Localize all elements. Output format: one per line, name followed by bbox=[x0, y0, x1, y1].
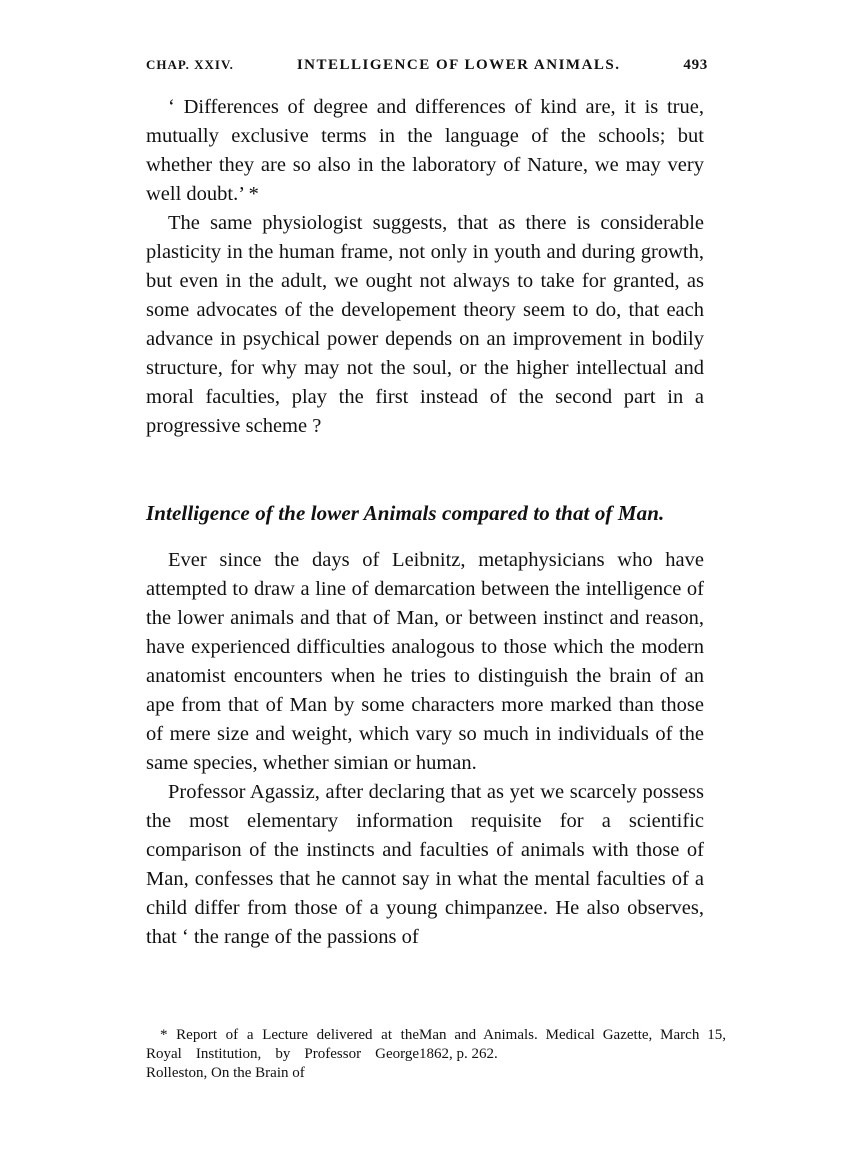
footnote bbox=[146, 1026, 726, 1083]
footnote-column-two: Man and Animals. Medical Gazette, March 15, 1862, p. 262. bbox=[419, 1027, 726, 1062]
section-paragraph: Ever since the days of Leibnitz, metaphysicians who have attempted to draw a line of demarcation between the intelligence of the lower animals and that of Man, or between instinct and reason, have experienced difficulties analogous to those which the modern anatomist encounters when he tries to distinguish the brain of an ape from that of Man by some characters more marked than those of mere size and weight, which vary so much in individuals of the same species, whether simian or human. bbox=[146, 549, 704, 774]
running-head bbox=[146, 55, 708, 75]
footnote-column-one: * Report of a Lecture delivered at the Royal Institution, by Professor George Rolleston, On the Brain of bbox=[146, 1027, 419, 1081]
page-number: 493 bbox=[683, 57, 708, 73]
chapter-label: CHAP. XXIV. bbox=[146, 57, 234, 72]
section-heading: Intelligence of the lower Animals compared to that of Man. bbox=[146, 501, 665, 525]
section-paragraph: Professor Agassiz, after declaring that as yet we scarcely possess the most elementary information requisite for a scientific comparison of the instincts and faculties of animals with those of Man, confesses that he cannot say in what the mental faculties of a child differ from those of a young chimpanzee. He also observes, that ‘ the range of the passions of bbox=[146, 781, 704, 948]
quote-paragraph: ‘ Differences of degree and differences of kind are, it is true, mutually exclusive terms in the language of the schools; but whether they are so also in the laboratory of Nature, we may very well doubt.’ * bbox=[146, 96, 704, 205]
body-paragraph: The same physiologist suggests, that as there is considerable plasticity in the human frame, not only in youth and during growth, but even in the adult, we ought not always to take for granted, as some advocates of the developement theory seem to do, that each advance in psychical power depends on an improvement in bodily structure, for why may not the soul, or the higher intellectual and moral faculties, play the first instead of the second part in a progressive scheme ? bbox=[146, 212, 704, 437]
running-title: INTELLIGENCE OF LOWER ANIMALS. bbox=[296, 57, 621, 73]
